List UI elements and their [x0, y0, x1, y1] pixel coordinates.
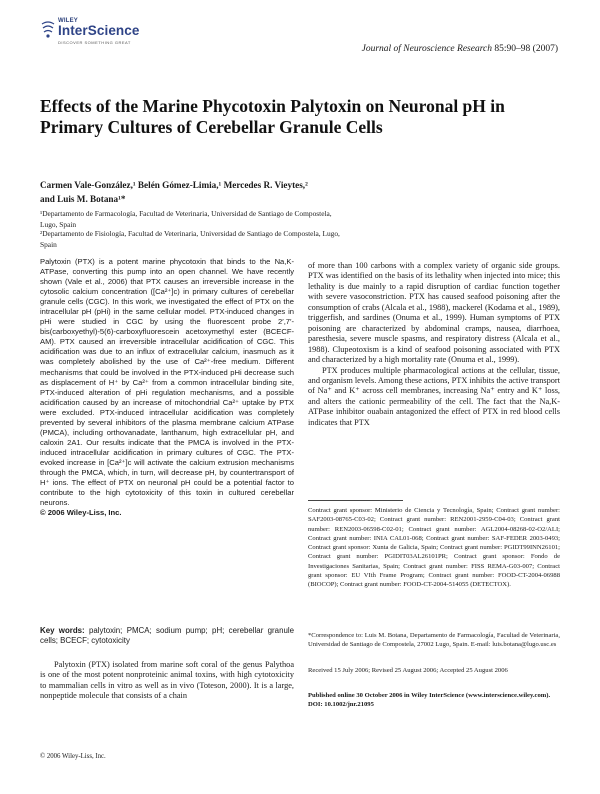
footer-copyright: © 2006 Wiley-Liss, Inc. — [40, 753, 106, 760]
footnote-divider — [308, 500, 403, 501]
wiley-interscience-logo — [40, 18, 190, 52]
brand-top-text: WILEY — [58, 18, 78, 24]
received-dates: Received 15 July 2006; Revised 25 August 2006; Accepted 25 August 2006 — [308, 667, 508, 674]
author-list — [40, 178, 560, 206]
grant-footnote: Contract grant sponsor: Ministerio de Ciencia y Tecnología, Spain; Contract grant number: SAF2003-08765-C03-02; Contract grant number: REN2001-2959-C04-03; Contract grant number: REN2003-06598-C02-01; Contract grant number: AGL2004-08268-02-O2/ALI; Contract grant number: INIA CAL01-068; Contract grant number: SAF-FEDER 2003-0493; Contract grant sponsor: Xunta de Galicia, Spain; Contract grant number: PGIDT99INN26101; Contract grant number: PGIDIT03AL26101PR; Contract grant sponsor: Fondo de Investigaciones Sanitarias, Spain; Contract grant number: FISS REMA-G03-007; Contract grant sponsor: EU VIth Frame Program; Contract grant number: FOOD-CT-2004-06988 (BIOCOP); Contract grant number: FOOD-CT-2004-514055 (DETECTOX). — [308, 507, 560, 589]
affiliation-1: ¹Departamento de Farmacología, Facultad de Veterinaria, Universidad de Santiago de Compostela, Lugo, Spain — [40, 209, 332, 229]
brand-name: InterScience — [58, 23, 140, 38]
right-column-body — [308, 261, 560, 428]
body-paragraph-1: of more than 100 carbons with a complex variety of organic side groups. PTX was identified on the basis of its lethality when injected into mice; this lethality is due mainly to a rapid disruption of cardiac function together with severe vasoconstriction. PTX has caused seafood poisoning after the consumption of crabs (Alcala et al., 1988), mackerel (Kodama et al., 1989), triggerfish, and sardines (Onuma et al., 1999). Human symptoms of PTX poisoning are characterized by abdominal cramps, nausea, diarrhoea, paresthesia, severe muscle spasms, and respiratory distress (Alcala et al., 1988). Clupeotoxism is a kind of seafood poisoning associated with PTX and characterized by a high mortality rate (Onuma et al., 1999). — [308, 261, 560, 365]
keywords-label: Key words: — [40, 626, 85, 635]
brand-mark-icon — [40, 20, 56, 40]
body-paragraph-2: PTX produces multiple pharmacological actions at the cellular, tissue, and organism levels. Among these actions, PTX inhibits the active transport of Na⁺ and K⁺ across cell membranes, increasing Na⁺ entry and K⁺ loss, and alters the cationic permeability of the cell. The fact that the Na,K-ATPase inhibitor ouabain antagonized the effect of PTX in red blood cells indicates that PTX — [308, 365, 560, 427]
page-header — [40, 18, 558, 52]
keywords-text: palytoxin; PMCA; sodium pump; pH; cerebellar granule cells; BCECF; cytotoxicity — [40, 626, 294, 645]
journal-reference — [362, 44, 558, 54]
published-info: Published online 30 October 2006 in Wiley InterScience (www.interscience.wiley.com). DOI: 10.1002/jnr.21095 — [308, 692, 551, 709]
abstract-text: Palytoxin (PTX) is a potent marine phycotoxin that binds to the Na,K-ATPase, converting this pump into an open channel. We have recently shown (Vale et al., 2006) that PTX causes an irreversible increase in the cytosolic calcium concentration ([Ca²⁺]c) in primary cultures of cerebellar granule cells (CGC). In this work, we investigated the effect of PTX on the intracellular pH (pHi) in the same cellular model. PTX-induced changes in pHi were studied in CGC by using the fluorescent probe 2′,7′-bis(carboxyethyl)-5(6)-carboxyfluorescein acetoxymethyl ester (BCECF-AM). PTX caused an irreversible intracellular acidification of CGC. This acidification was due to an influx of extracellular calcium, inasmuch as it was completely abolished by the use of Ca²⁺-free medium. Different mechanisms that could be involved in the PTX-induced pHi decrease such as displacement of H⁺ by Ca²⁺ from a common intracellular binding site, PTX-induced alteration of pHi regulation mechanisms, and a possible acidification caused by an increase of mitochondrial Ca²⁺ uptake by PTX were excluded. PTX-induced intracellular acidification was completely prevented by several inhibitors of the plasma membrane calcium ATPase (PMCA), including orthovanadate, lanthanum, high extracellular pH, and caloxin 2A1. Our results indicate that the PMCA is involved in the PTX-induced intracellular acidification in primary cultures of CGC. The PTX-evoked increase in [Ca²⁺]c will activate the calcium extrusion mechanisms through the PMCA, which, in turn, will decrease pH, by countertransport of H⁺ ions. The effect of PTX on neuronal pH could be a potential factor to contribute to the high cytotoxicity of this toxin in cultured cerebellar neurons. — [40, 257, 294, 508]
journal-issue: 85:90–98 (2007) — [494, 44, 558, 54]
authors-line-1: Carmen Vale-González,¹ Belén Gómez-Limia,¹ Mercedes R. Vieytes,² — [40, 180, 308, 190]
keywords — [40, 626, 294, 646]
abstract-copyright: © 2006 Wiley-Liss, Inc. — [40, 508, 122, 518]
affiliation-2: ²Departamento de Fisiología, Facultad de Veterinaria, Universidad de Santiago de Compostela, Lugo, Spain — [40, 229, 340, 249]
brand-tagline: DISCOVER SOMETHING GREAT — [58, 40, 131, 45]
correspondence-footnote: *Correspondence to: Luis M. Botana, Departamento de Farmacología, Facultad de Veterinaria, Universidad de Santiago de Compostela, 27002 Lugo, Spain. E-mail: luis.botana@lugo.usc.es — [308, 632, 560, 649]
article-title: Effects of the Marine Phycotoxin Palytoxin on Neuronal pH in Primary Cultures of Cerebellar Granule Cells — [40, 96, 505, 137]
intro-paragraph: Palytoxin (PTX) isolated from marine soft coral of the genus Palythoa is one of the most potent nonproteinic animal toxins, with high cytotoxicity to mammalian cells in vitro as well as in vivo (Toteson, 2000). It is a large, nonpeptide molecule that consists of a chain — [40, 660, 294, 701]
abstract — [40, 257, 294, 518]
journal-name: Journal of Neuroscience Research — [361, 44, 493, 54]
authors-line-2: and Luis M. Botana¹* — [40, 194, 126, 204]
